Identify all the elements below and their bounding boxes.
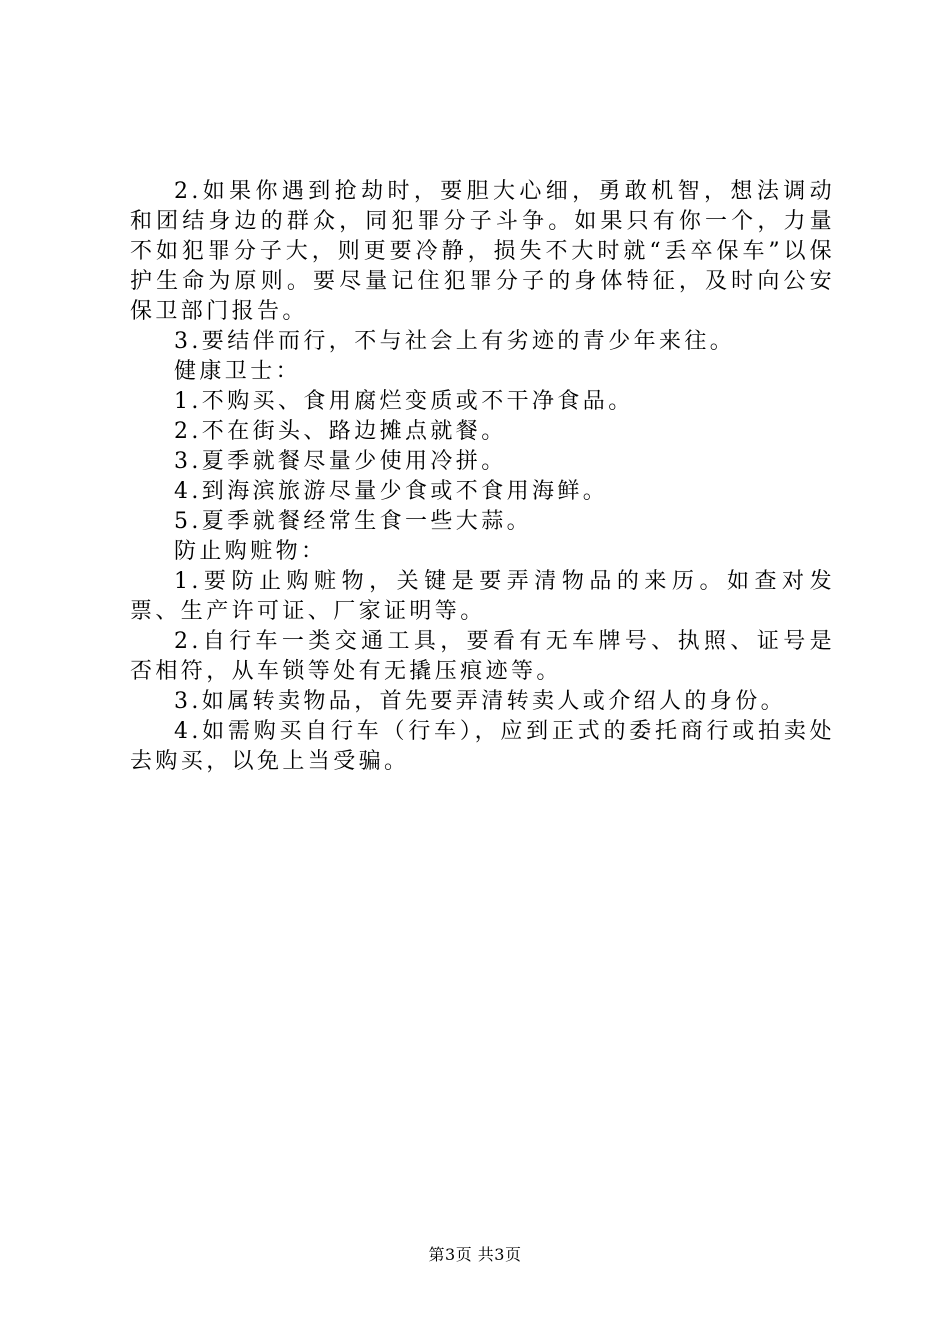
stolen-goods-item-1: 1.要防止购赃物，关键是要弄清物品的来历。如查对发票、生产许可证、厂家证明等。	[130, 569, 835, 624]
paragraph-travel-together: 3.要结伴而行，不与社会上有劣迹的青少年来往。	[174, 329, 736, 354]
stolen-goods-item-3: 3.如属转卖物品，首先要弄清转卖人或介绍人的身份。	[174, 689, 786, 714]
paragraph-robbery-advice: 2.如果你遇到抢劫时，要胆大心细，勇敢机智，想法调动和团结身边的群众，同犯罪分子斗争。如果只有你一个，力量不如犯罪分子大，则更要冷静，损失不大时就“丢卒保车”以保护生命为原则。要尽量记住犯罪分子的身体特征，及时向公安保卫部门报告。	[130, 179, 835, 324]
document-body	[130, 177, 835, 777]
health-item-5: 5.夏季就餐经常生食一些大蒜。	[174, 509, 532, 534]
health-item-2: 2.不在街头、路边摊点就餐。	[174, 419, 507, 444]
health-item-3: 3.夏季就餐尽量少使用冷拼。	[174, 449, 507, 474]
health-item-4: 4.到海滨旅游尽量少食或不食用海鲜。	[174, 479, 609, 504]
stolen-goods-item-4: 4.如需购买自行车（行车），应到正式的委托商行或拍卖处去购买，以免上当受骗。	[130, 719, 835, 774]
page-number-footer: 第3页 共3页	[428, 1245, 522, 1264]
section-heading-health: 健康卫士：	[174, 359, 302, 384]
health-item-1: 1.不购买、食用腐烂变质或不干净食品。	[174, 389, 634, 414]
section-heading-stolen-goods: 防止购赃物：	[174, 539, 327, 564]
stolen-goods-item-2: 2.自行车一类交通工具，要看有无车牌号、执照、证号是否相符，从车锁等处有无撬压痕迹等。	[130, 629, 835, 684]
